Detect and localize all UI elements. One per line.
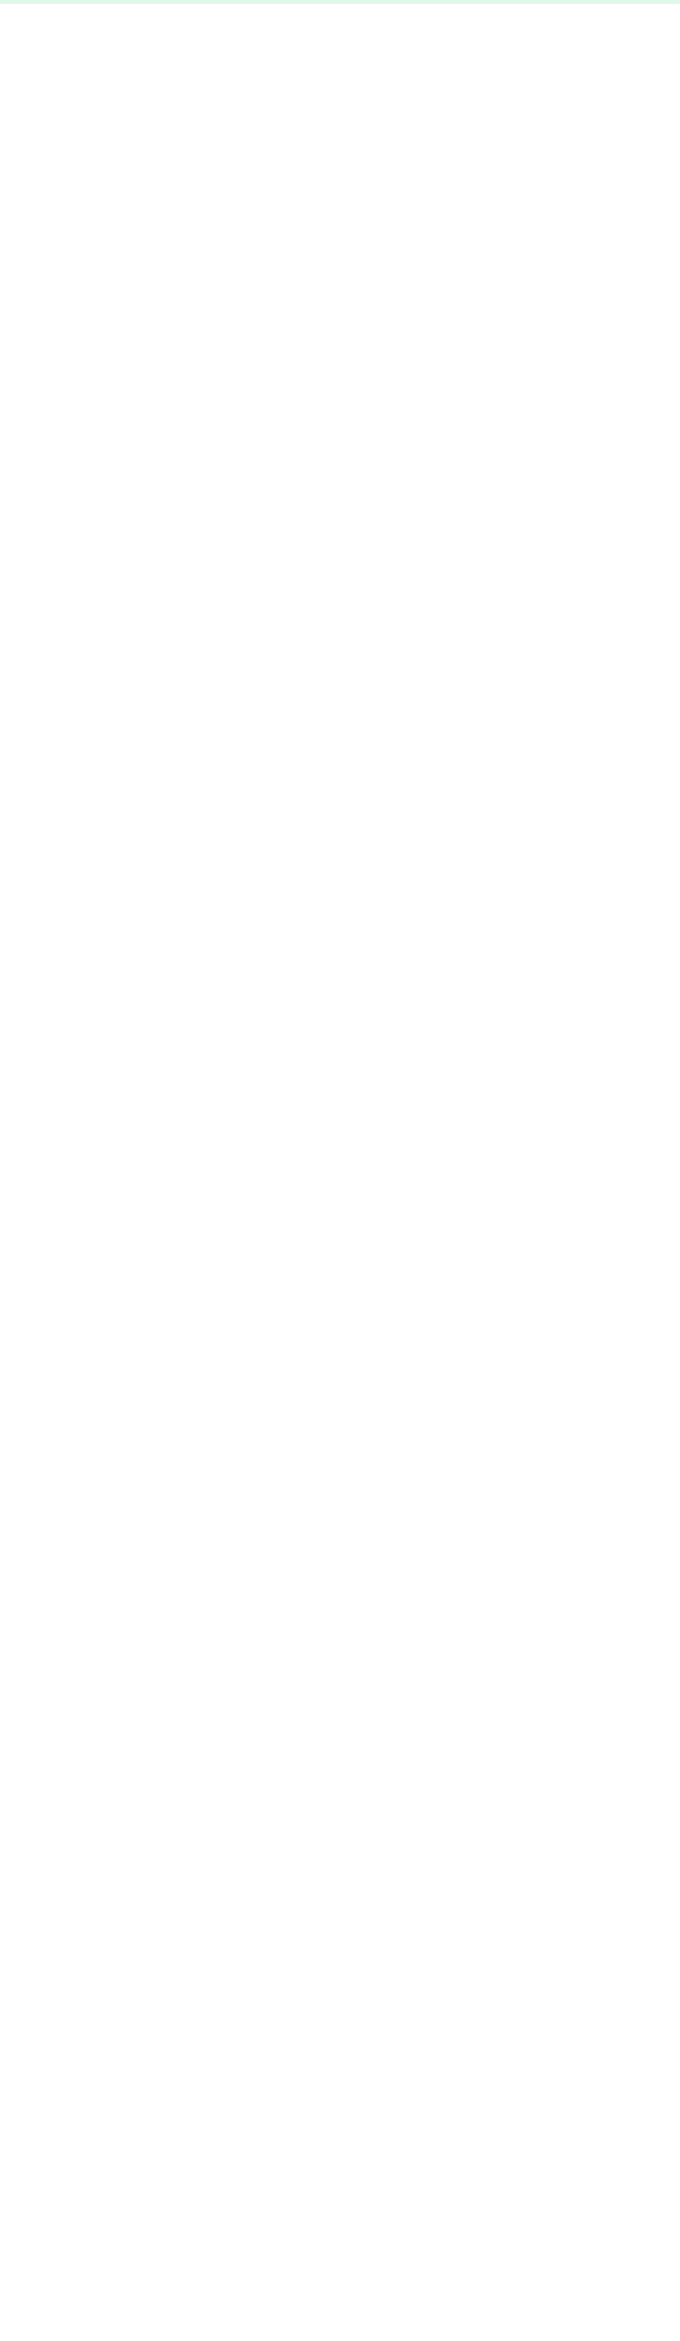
answers-panel: [0, 0, 680, 4]
